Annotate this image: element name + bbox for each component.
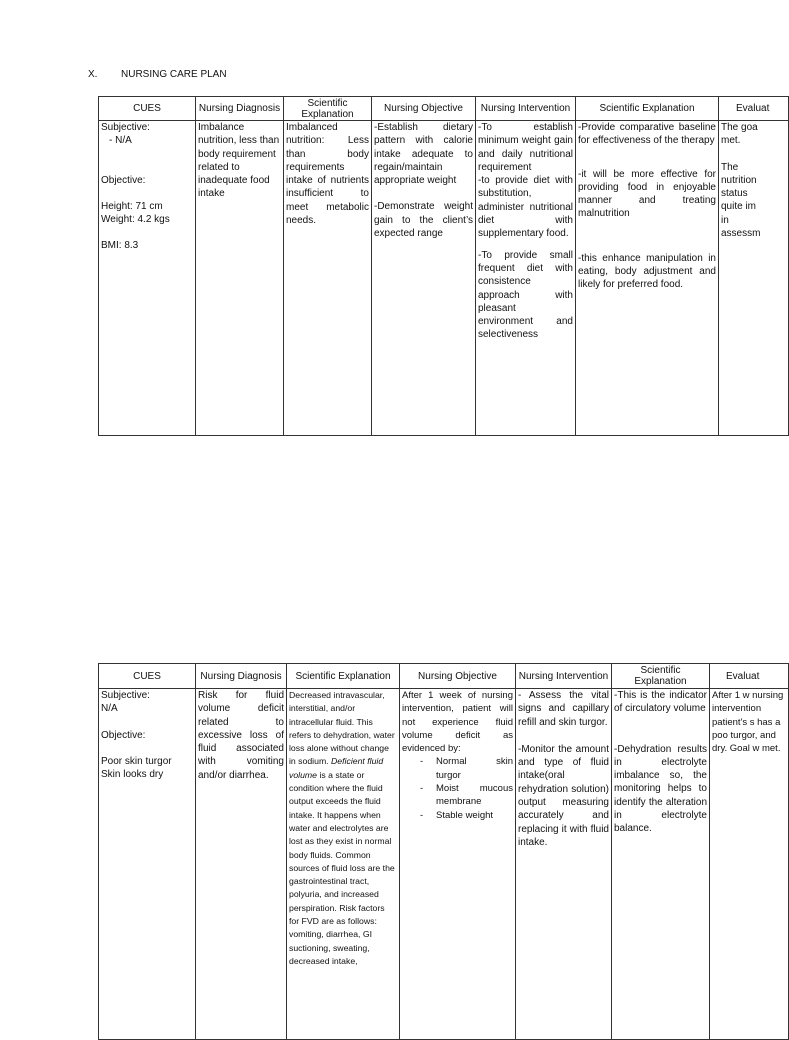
weight-value: Weight: 4.2 kgs	[101, 214, 170, 226]
objective-cell	[372, 121, 476, 436]
header-nursing-objective: Nursing Objective	[372, 97, 476, 121]
cue-line: Poor skin turgor	[101, 755, 172, 767]
diagnosis-text: Imbalance nutrition, less than body requirement related to inadequate food intake	[198, 122, 280, 200]
objective-label: Objective:	[101, 174, 146, 186]
evaluation-line: in	[721, 214, 729, 226]
evaluation-line: met.	[721, 135, 741, 147]
header-scientific-explanation-2: Scientific Explanation	[612, 664, 710, 689]
header-scientific-explanation-2: Scientific Explanation	[576, 97, 719, 121]
subjective-label: Subjective:	[101, 690, 150, 701]
care-plan-table-nutrition	[98, 96, 789, 436]
header-cues: CUES	[99, 664, 196, 689]
header-nursing-diagnosis: Nursing Diagnosis	[196, 97, 284, 121]
header-nursing-diagnosis: Nursing Diagnosis	[196, 664, 287, 689]
objective-list-item: - Stable weight	[420, 809, 494, 821]
header-scientific-explanation: Scientific Explanation	[284, 97, 372, 121]
intervention-item: -To establish minimum weight gain and daily nutritional requirement	[478, 122, 573, 173]
objective-cell	[400, 689, 516, 1040]
evaluation-line: quite im	[721, 201, 757, 213]
explanation-cell	[284, 121, 372, 436]
diagnosis-cell	[196, 121, 284, 436]
evaluation-line: assessm	[721, 228, 761, 240]
cue-line: Skin looks dry	[101, 769, 164, 781]
subjective-value: N/A	[101, 703, 118, 715]
header-cues: CUES	[99, 97, 196, 121]
rationale-cell	[612, 689, 710, 1040]
diagnosis-text: Risk for fluid volume deficit related to excessive loss of fluid associated with vomiting and/or diarrhea.	[198, 690, 284, 781]
rationale-item: -Provide comparative baseline for effectiveness of the therapy	[578, 122, 716, 147]
intervention-item: -To provide small frequent diet with consistence approach with pleasant environment and selectiveness	[478, 249, 573, 341]
section-number: X.	[88, 69, 98, 80]
evaluation-cell	[710, 689, 789, 1040]
height-value: Height: 71 cm	[101, 200, 163, 212]
objective-list-item: - Moist mucous membrane	[420, 783, 513, 808]
section-title: NURSING CARE PLAN	[121, 69, 227, 80]
subjective-value: - N/A	[109, 135, 132, 147]
objective-label: Objective:	[101, 729, 146, 741]
evaluation-cell	[719, 121, 789, 436]
header-scientific-explanation: Scientific Explanation	[287, 664, 400, 689]
evaluation-line: status	[721, 188, 748, 200]
intervention-item: - Assess the vital signs and capillary refill and skin turgor.	[518, 690, 609, 728]
objective-intro: After 1 week of nursing intervention, patient will not experience fluid volume deficit as evidenced by:	[402, 690, 513, 755]
cues-cell	[99, 689, 196, 1040]
rationale-item: -this enhance manipulation in eating, body adjustment and likely for preferred food.	[578, 252, 716, 291]
intervention-cell	[476, 121, 576, 436]
table-row	[99, 121, 789, 436]
header-nursing-intervention: Nursing Intervention	[476, 97, 576, 121]
evaluation-line: The goa	[721, 122, 758, 133]
evaluation-line: nutrition	[721, 174, 757, 186]
header-evaluation: Evaluat	[710, 664, 789, 689]
explanation-intro: Decreased intravascular, interstitial, and/or intracellular fluid. This refers to dehydration, water loss alone without change in sodium.	[289, 690, 395, 767]
explanation-term: Deficient fluid volume	[289, 756, 384, 780]
explanation-cell	[287, 689, 400, 1040]
objective-item: -Demonstrate weight gain to the client’s expected range	[374, 201, 473, 240]
bmi-value: BMI: 8.3	[101, 240, 139, 252]
header-nursing-objective: Nursing Objective	[400, 664, 516, 689]
diagnosis-cell	[196, 689, 287, 1040]
objective-item: Normal skin turgor	[436, 756, 513, 781]
rationale-item: -Dehydration results in electrolyte imbalance so, the monitoring helps to identify the alteration in electrolyte balance.	[614, 743, 707, 835]
intervention-cell	[516, 689, 612, 1040]
table-header-row	[99, 664, 789, 689]
rationale-item: -This is the indicator of circulatory volume	[614, 690, 707, 715]
explanation-text: Imbalanced nutrition: Less than body requirements intake of nutrients insufficient to meet metabolic needs.	[286, 122, 369, 227]
explanation-rest: is a state or condition where the fluid output exceeds the fluid intake. It happens when water and electrolytes are lost as they exist in normal body fluids. Common sources of fluid loss are the gastrointestinal tract, polyuria, and increased perspiration. Risk factors for FVD are as follows: vomiting, diarrhea, GI suctioning, sweating, decreased intake,	[289, 769, 395, 966]
rationale-item: -it will be more effective for providing food in enjoyable manner and treating malnutrition	[578, 168, 716, 220]
evaluation-text: After 1 w nursing intervention patient's s has a poo turgor, and dry. Goal w met.	[712, 690, 784, 755]
cues-cell	[99, 121, 196, 436]
subjective-label: Subjective:	[101, 122, 150, 133]
intervention-item: -Monitor the amount and type of fluid intake(oral rehydration solution) output measuring accurately and replacing it with fluid intake.	[518, 743, 609, 848]
table-header-row	[99, 97, 789, 121]
objective-item: -Establish dietary pattern with calorie intake adequate to regain/maintain appropriate weight	[374, 122, 473, 187]
objective-list-item: - Normal skin turgor	[420, 756, 513, 781]
evaluation-line: The	[721, 161, 739, 173]
table-row	[99, 689, 789, 1040]
objective-item: Moist mucous membrane	[436, 783, 513, 808]
header-nursing-intervention: Nursing Intervention	[516, 664, 612, 689]
intervention-item: -to provide diet with substitution, administer nutritional diet with supplementary food.	[478, 175, 573, 240]
rationale-cell	[576, 121, 719, 436]
objective-item: Stable weight	[436, 809, 494, 821]
header-evaluation: Evaluat	[719, 97, 789, 121]
explanation-text	[289, 689, 397, 968]
care-plan-table-fluid-volume	[98, 663, 789, 1040]
